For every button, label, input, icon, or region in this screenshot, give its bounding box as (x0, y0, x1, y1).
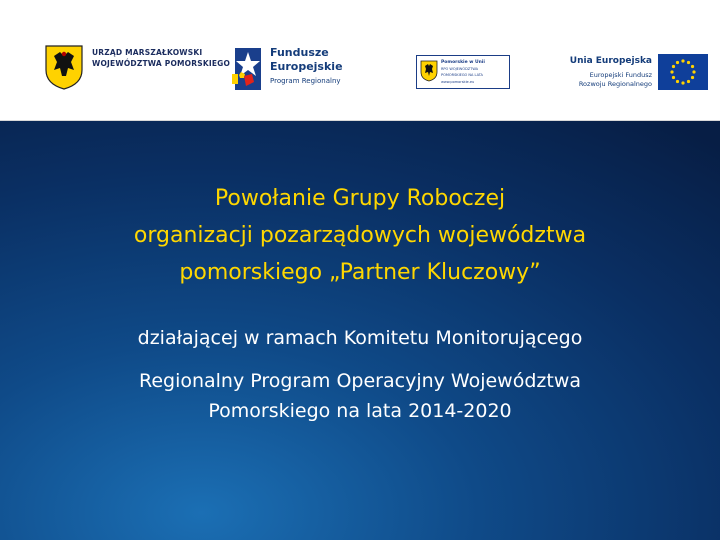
logo-bar (0, 0, 720, 121)
eu-star (672, 65, 675, 68)
program-line1: Regionalny Program Operacyjny Województwa (138, 370, 582, 392)
pomorskie-w-unii-logo (416, 55, 510, 89)
griffin-crest-icon (420, 60, 438, 82)
eu-star (676, 80, 679, 83)
subtitle: działającej w ramach Komitetu Monitorującego (137, 327, 583, 349)
title-line3: pomorskiego „Partner Kluczowy” (179, 260, 541, 285)
fe-line1: Fundusze (270, 46, 329, 59)
griffin-crest-icon (44, 44, 84, 90)
pom-line1: Pomorskie w Unii (441, 60, 485, 65)
title-line1: Powołanie Grupy Roboczej (214, 186, 506, 211)
urzad-line1: URZĄD MARSZAŁKOWSKI (92, 48, 203, 57)
ue-line1: Unia Europejska (569, 56, 652, 66)
eu-star (687, 61, 690, 64)
eu-flag-icon (658, 54, 708, 90)
eu-star (681, 81, 684, 84)
urzad-line2: WOJEWÓDZTWA POMORSKIEGO (92, 59, 231, 68)
fundusze-europejskie-logo (232, 44, 362, 96)
ue-line2: Europejski Fundusz (589, 71, 652, 79)
eu-star (681, 59, 684, 62)
title-line2: organizacji pozarządowych województwa (133, 223, 587, 248)
fe-star-icon (232, 44, 266, 94)
eu-star (687, 80, 690, 83)
eu-star (672, 76, 675, 79)
pom-line3: POMORSKIEGO NA LATA (441, 73, 483, 77)
main-title (40, 180, 680, 291)
eu-star (691, 76, 694, 79)
fe-line3: Program Regionalny (270, 77, 341, 85)
pom-line2: RPO WOJEWÓDZTWA (441, 67, 478, 71)
pom-line4: www.pomorskie.eu (441, 80, 475, 84)
eu-star (691, 65, 694, 68)
unia-europejska-logo (560, 50, 710, 94)
program-line2: Pomorskiego na lata 2014-2020 (208, 400, 512, 422)
program-name (40, 366, 680, 426)
eu-star (676, 61, 679, 64)
urzad-marszalkowski-logo (44, 44, 231, 92)
ue-line3: Rozwoju Regionalnego (578, 80, 652, 88)
eu-star (692, 70, 695, 73)
fe-line2: Europejskie (270, 60, 343, 73)
eu-star (670, 70, 673, 73)
